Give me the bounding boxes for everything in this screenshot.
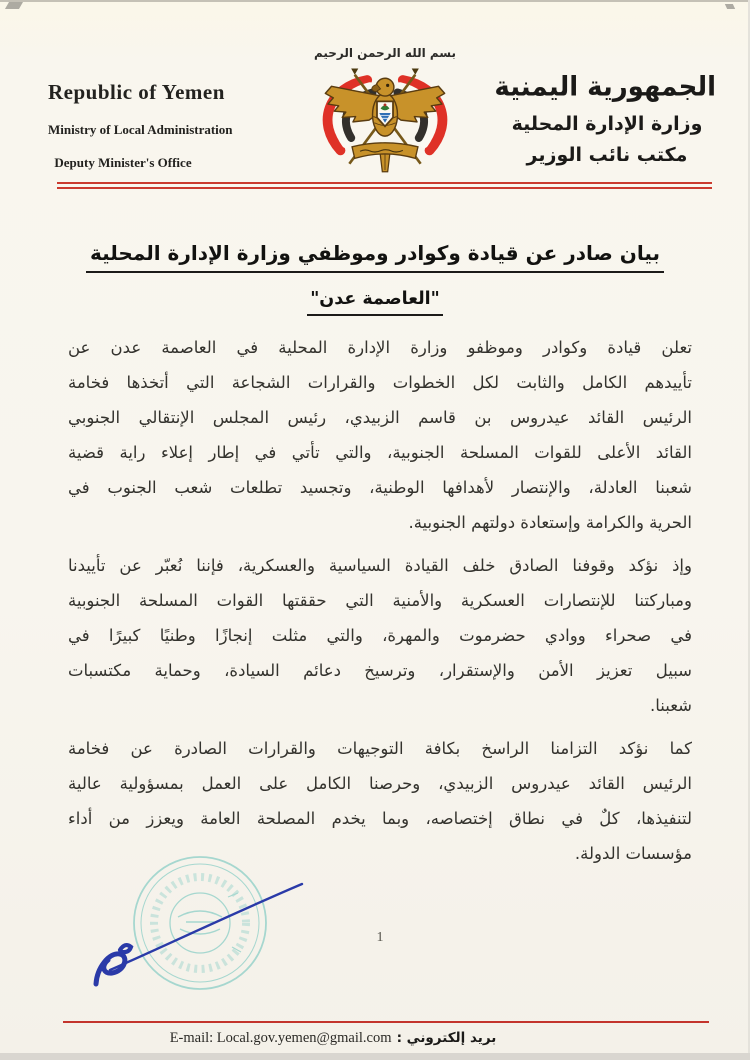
body-line: الحرية والكرامة وإستعادة دولتهم الجنوبية. <box>408 513 692 532</box>
body-line: ومباركتنا للإنتصارات العسكرية والأمنية التي حققتها القوات المسلحة الجنوبية <box>68 591 692 610</box>
letterhead-arabic-block <box>494 71 716 166</box>
statement-paragraph <box>68 548 692 723</box>
letterhead-english-block <box>48 80 233 171</box>
body-line: في صحراء ووادي حضرموت والمهرة، والتي مثلت إنجازًا وطنيًا كبيرًا في <box>68 626 692 645</box>
statement-paragraph <box>68 330 692 540</box>
footer <box>0 1027 750 1047</box>
header-divider <box>57 182 712 189</box>
scan-corner-artifact-right <box>725 4 735 9</box>
body-line: الرئيس القائد عيدروس بن قاسم الزبيدي، رئيس المجلس الإنتقالي الجنوبي <box>68 408 692 427</box>
letterhead-emblem-block <box>295 46 475 178</box>
body-line: شعبنا العادلة، والإنتصار لأهدافها الوطنية، وتجسيد تطلعات شعب الجنوب في <box>68 478 692 497</box>
scan-corner-artifact-left <box>5 2 23 9</box>
footer-email-address: E-mail: Local.gov.yemen@gmail.com <box>169 1030 392 1046</box>
statement-subtitle: "العاصمة عدن" <box>307 289 443 316</box>
statement-paragraph <box>68 731 692 871</box>
office-name-ar: مكتب نائب الوزير <box>526 144 688 166</box>
body-line: وإذ نؤكد وقوفنا الصادق خلف القيادة السياسية والعسكرية، فإننا نُعبّر عن تأييدنا <box>68 556 692 575</box>
body-line: الرئيس القائد عيدروس الزبيدي، وحرصنا الكامل على العمل بمسؤولية عالية <box>68 774 692 793</box>
yemen-coat-of-arms-icon <box>297 64 473 178</box>
body-line: لتنفيذها، كلٌ في نطاق إختصاصه، وبما يخدم المصلحة العامة ويعزز من أداء <box>68 809 692 828</box>
bismillah-calligraphy: بسم الله الرحمن الرحيم <box>313 46 457 60</box>
ministry-name-en: Ministry of Local Administration <box>48 122 233 137</box>
ministry-name-ar: وزارة الإدارة المحلية <box>511 113 703 135</box>
body-paragraphs <box>68 330 692 879</box>
body-line: تأييدهم الكامل والثابت لكل الخطوات والقرارات الشجاعة التي أتخذها فخامة <box>68 373 692 392</box>
body-line: سبيل تعزيز الأمن والإستقرار، وترسيخ دعائم السيادة، وحماية مكتسبات <box>68 661 692 680</box>
country-name-en: Republic of Yemen <box>48 80 225 104</box>
footer-email-label-ar: بريد إلكتروني : <box>396 1030 497 1046</box>
body-line: القائد الأعلى للقوات المسلحة الجنوبية، والتي تأتي في إطار إعلاء راية قضية <box>68 443 692 462</box>
body-line: مؤسسات الدولة. <box>574 844 692 863</box>
statement-title: بيان صادر عن قيادة وكوادر وموظفي وزارة الإدارة المحلية <box>86 241 664 273</box>
body-line: تعلن قيادة وكوادر وموظفو وزارة الإدارة المحلية في العاصمة عدن عن <box>68 338 692 357</box>
country-name-ar: الجمهورية اليمنية <box>494 71 716 103</box>
body-line: شعبنا. <box>649 696 692 715</box>
body-line: كما نؤكد التزامنا الراسخ بكافة التوجيهات والقرارات الصادرة عن فخامة <box>68 739 692 758</box>
scan-edge-bottom <box>0 1053 750 1060</box>
office-name-en: Deputy Minister's Office <box>54 155 192 170</box>
page-number: 1 <box>376 930 384 945</box>
footer-divider <box>63 1021 709 1023</box>
scan-edge-top <box>0 0 750 2</box>
